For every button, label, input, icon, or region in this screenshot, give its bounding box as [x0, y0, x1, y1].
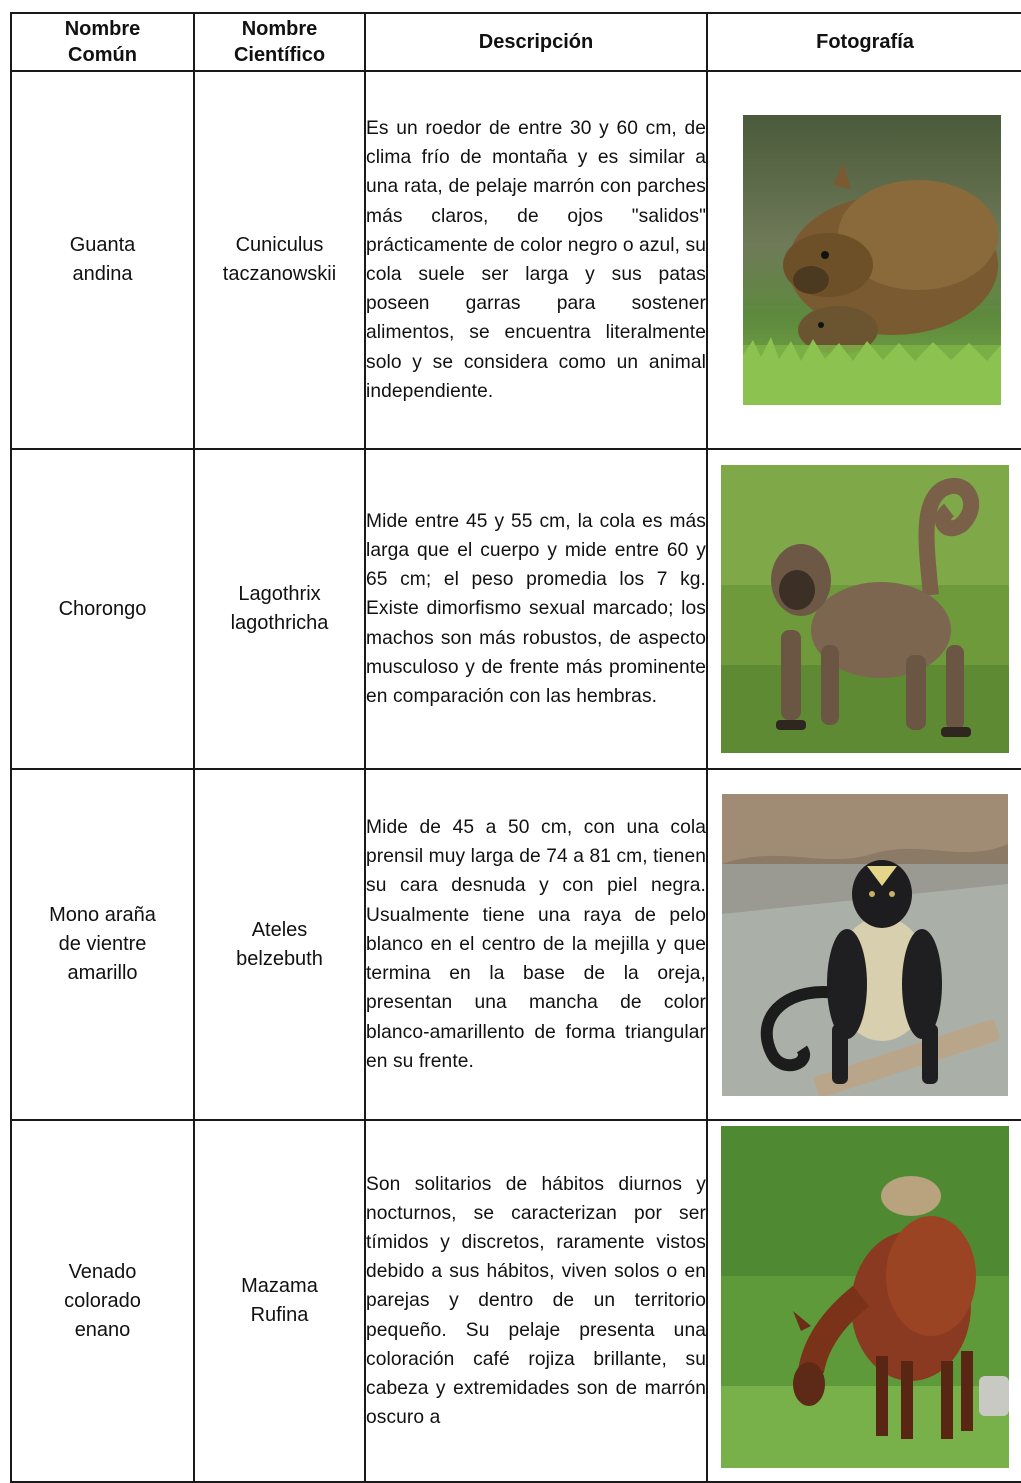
header-photo-text: Fotografía — [816, 31, 914, 53]
common-name: Chorongo — [58, 597, 147, 620]
header-scientific-name-text: Nombre Científico — [233, 18, 326, 66]
header-common-name-text: Nombre Común — [64, 18, 141, 66]
scientific-name: Lagothrix lagothricha — [230, 583, 329, 634]
woolly-monkey-photo — [721, 465, 1009, 753]
description-cell: Mide entre 45 y 55 cm, la cola es más larga que el cuerpo y mide entre 60 y 65 cm; el peso promedia los 7 kg. Existe dimorfismo sexual marcado; los machos son más robustos, de aspecto musculoso y de frente más prominente en comparación con las hembras. — [365, 449, 707, 769]
scientific-name-cell — [194, 769, 365, 1120]
description-cell: Son solitarios de hábitos diurnos y nocturnos, se caracterizan por ser tímidos y discretos, raramente vistos debido a sus hábitos, viven solos o en parejas y dentro de un territorio pequeño. Su pelaje presenta una coloración café rojiza brillante, su cabeza y extremidades son de marrón oscuro a — [365, 1120, 707, 1482]
table-row — [11, 449, 1021, 769]
common-name-cell — [11, 1120, 194, 1482]
photo-cell — [707, 71, 1021, 449]
common-name-cell — [11, 71, 194, 449]
description-cell: Mide de 45 a 50 cm, con una cola prensil muy larga de 74 a 81 cm, tienen su cara desnuda y con piel negra. Usualmente tiene una raya de pelo blanco en el centro de la mejilla y que termina en la base de la oreja, presentan una mancha de color blanco-amarillento de forma triangular en su frente. — [365, 769, 707, 1120]
table-row — [11, 71, 1021, 449]
scientific-name-cell — [194, 71, 365, 449]
common-name: Venado colorado enano — [64, 1260, 141, 1341]
header-description-text: Descripción — [478, 31, 594, 53]
photo-cell — [707, 769, 1021, 1120]
common-name-cell — [11, 449, 194, 769]
common-name-cell — [11, 769, 194, 1120]
photo-cell — [707, 449, 1021, 769]
deer-photo — [721, 1126, 1009, 1468]
table-row — [11, 1120, 1021, 1482]
species-table — [10, 12, 1021, 1483]
scientific-name-cell — [194, 1120, 365, 1482]
common-name: Guanta andina — [69, 234, 136, 285]
description-cell: Es un roedor de entre 30 y 60 cm, de clima frío de montaña y es similar a una rata, de pelaje marrón con parches más claros, de ojos "salidos" prácticamente de color negro o azul, su cola suele ser larga y sus patas poseen garras para sostener alimentos, se encuentra literalmente solo y se considera como un animal independiente. — [365, 71, 707, 449]
scientific-name: Ateles belzebuth — [236, 918, 323, 970]
photo-cell — [707, 1120, 1021, 1482]
rodent-photo — [743, 115, 1001, 405]
header-description — [365, 13, 707, 71]
header-photo — [707, 13, 1021, 71]
common-name: Mono araña de vientre amarillo — [49, 904, 156, 984]
spider-monkey-photo — [722, 794, 1008, 1096]
header-row — [11, 13, 1021, 71]
header-common-name — [11, 13, 194, 71]
table-row — [11, 769, 1021, 1120]
scientific-name: Mazama Rufina — [241, 1275, 318, 1326]
scientific-name-cell — [194, 449, 365, 769]
scientific-name: Cuniculus taczanowskii — [222, 234, 337, 285]
header-scientific-name — [194, 13, 365, 71]
